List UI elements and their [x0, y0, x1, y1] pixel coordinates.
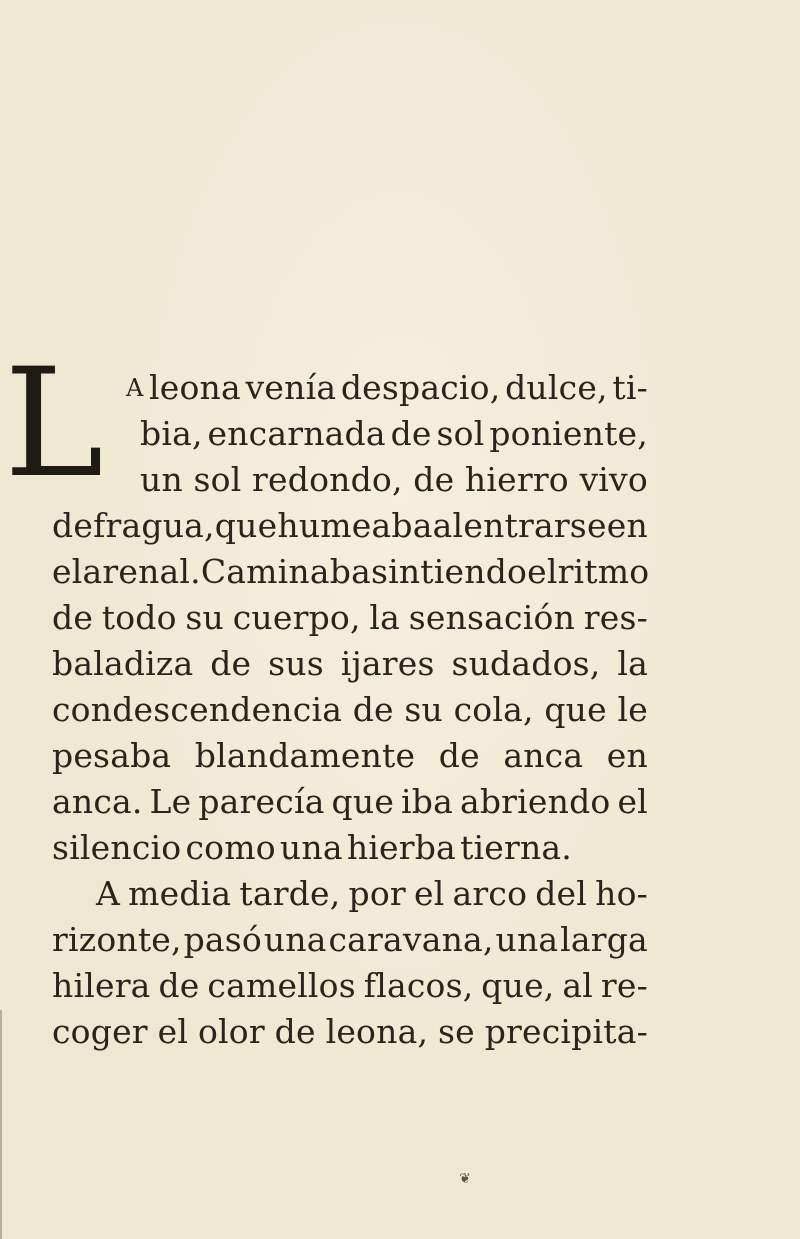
word: baladiza — [52, 644, 194, 683]
word: de — [52, 598, 94, 637]
text-line — [52, 503, 648, 549]
word: del — [535, 874, 588, 913]
text-line — [52, 733, 648, 779]
word: entrarse — [463, 506, 607, 545]
word: de — [210, 644, 252, 683]
text-line — [126, 365, 648, 411]
word: anca — [503, 736, 584, 775]
word: cuerpo, — [232, 598, 361, 637]
word: poniente, — [489, 414, 648, 453]
word: condescendencia — [52, 690, 343, 729]
word: hierro — [464, 460, 569, 499]
word: bia, — [140, 414, 203, 453]
word: tarde, — [239, 874, 341, 913]
word: su — [404, 690, 443, 729]
word: de — [390, 414, 432, 453]
word: una — [495, 920, 559, 959]
word: sus — [268, 644, 324, 683]
word: dulce, — [505, 368, 608, 407]
word: silencio — [52, 828, 182, 867]
word: fragua, — [93, 506, 215, 545]
word: humeaba — [277, 506, 433, 545]
word: el — [157, 1012, 189, 1051]
word: de — [438, 736, 480, 775]
printer-ornament-icon: ❦ — [459, 1171, 471, 1187]
word: Le — [149, 782, 192, 821]
word: que — [214, 506, 278, 545]
word: re- — [600, 966, 648, 1005]
word: el — [52, 552, 83, 591]
text-line — [52, 641, 648, 687]
text-line — [140, 457, 648, 503]
word: de — [158, 966, 200, 1005]
text-line — [52, 963, 648, 1009]
word: sensación — [408, 598, 576, 637]
word: blandamente — [194, 736, 416, 775]
word: ritmo — [557, 552, 650, 591]
word: sudados, — [451, 644, 601, 683]
word: de — [352, 690, 394, 729]
word: en — [606, 736, 648, 775]
word: el — [617, 782, 648, 821]
word: cola, — [453, 690, 534, 729]
word: parecía — [198, 782, 325, 821]
word: despacio, — [340, 368, 501, 407]
word: que — [331, 782, 395, 821]
word: larga — [560, 920, 648, 959]
text-line — [52, 917, 648, 963]
word: de — [413, 460, 455, 499]
word: A — [126, 374, 145, 402]
word: la — [369, 598, 401, 637]
word: res- — [583, 598, 648, 637]
word: ti- — [612, 368, 648, 407]
word: media — [128, 874, 232, 913]
word: se — [438, 1012, 475, 1051]
word: que, — [481, 966, 555, 1005]
word: leona, — [325, 1012, 429, 1051]
word: ijares — [340, 644, 435, 683]
word: todo — [101, 598, 177, 637]
word: vivo — [579, 460, 648, 499]
text-line — [52, 595, 648, 641]
word: caravana, — [328, 920, 494, 959]
page-edge — [0, 1010, 8, 1239]
word: precipita- — [484, 1012, 648, 1051]
text-line — [52, 825, 572, 871]
word: flacos, — [363, 966, 474, 1005]
word: pesaba — [52, 736, 172, 775]
word: hilera — [52, 966, 151, 1005]
word: pasó — [183, 920, 262, 959]
word: el — [527, 552, 558, 591]
word: A — [96, 874, 121, 913]
word: sintiendo — [370, 552, 528, 591]
word: la — [617, 644, 648, 683]
word: como — [185, 828, 276, 867]
word: sol — [436, 414, 485, 453]
drop-cap: L — [4, 337, 104, 511]
word: el — [413, 874, 445, 913]
text-line — [52, 687, 648, 733]
word: de — [52, 506, 94, 545]
word: su — [185, 598, 225, 637]
word: encarnada — [207, 414, 386, 453]
word: en — [606, 506, 648, 545]
word: anca. — [52, 782, 143, 821]
word: tierna. — [460, 828, 572, 867]
word: iba — [401, 782, 453, 821]
word: hierba — [346, 828, 456, 867]
word: camellos — [207, 966, 356, 1005]
word: de — [274, 1012, 316, 1051]
word: olor — [197, 1012, 265, 1051]
text-line — [52, 549, 648, 595]
text-line — [52, 1009, 648, 1055]
word: le — [617, 690, 648, 729]
word: un — [140, 460, 183, 499]
word: redondo, — [252, 460, 403, 499]
text-line — [96, 871, 648, 917]
word: venía — [245, 368, 337, 407]
word: abriendo — [459, 782, 611, 821]
word: Caminaba — [200, 552, 371, 591]
word: arco — [452, 874, 528, 913]
word: por — [348, 874, 406, 913]
word: leona — [149, 368, 241, 407]
text-line — [52, 779, 648, 825]
word: al — [432, 506, 464, 545]
word: una — [279, 828, 343, 867]
word: ho- — [595, 874, 648, 913]
word: sol — [193, 460, 242, 499]
text-line — [140, 411, 648, 457]
word: una — [263, 920, 327, 959]
word: coger — [52, 1012, 148, 1051]
word: al — [562, 966, 594, 1005]
word: que — [544, 690, 607, 729]
word: rizonte, — [52, 920, 182, 959]
word: arenal. — [82, 552, 201, 591]
